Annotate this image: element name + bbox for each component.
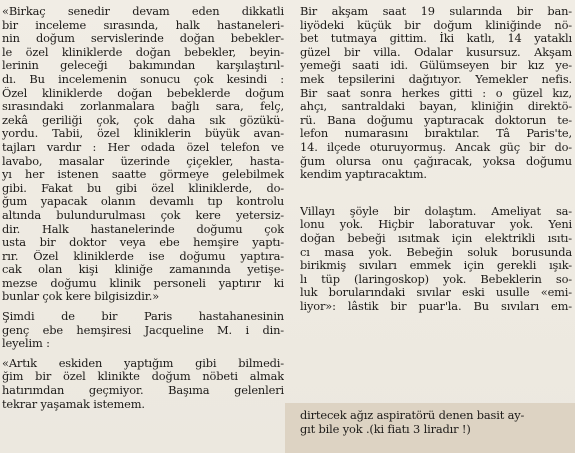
text-line: rü. Bana doğumu yaptıracak doktorun te-: [300, 113, 572, 127]
text-line: leyelim :: [2, 337, 50, 351]
text-line: luk borularındaki sıvılar eski usulle «emi-: [300, 286, 572, 300]
right-block-villa-tour: [300, 182, 572, 314]
text-line: lonu yok. Hiçbir laboratuvar yok. Yeni: [300, 218, 572, 232]
text-line: le özel kliniklerde doğan bebekler, beyin-: [2, 45, 284, 59]
text-line: yemeği saati idi. Gülümseyen bir kız ye-: [300, 59, 572, 73]
text-line: dirtecek ağız aspiratörü denen basit ay-: [300, 409, 525, 422]
text-line: genç ebe hemşiresi Jacqueline M. i din-: [2, 323, 284, 337]
text-line: sırasındaki zorlanmalara bağlı sara, felç,: [2, 100, 284, 114]
text-line: «Birkaç senedir devam eden dikkatli: [2, 5, 284, 18]
left-block-intro-jacqueline: [2, 304, 284, 351]
text-line: «Artık eskiden yaptığım gibi bilmedi-: [2, 356, 284, 370]
text-line: yı her istenen saatte görmeye gelebilmek: [2, 168, 284, 182]
text-line: mek tepsilerini dağıtıyor. Yemekler nefis.: [300, 72, 572, 86]
text-line: ğum yapacak olanın devamlı tıp kontrolu: [2, 195, 284, 209]
text-line: cak olan kişi kliniğe zamanında yetişe-: [2, 263, 284, 277]
text-line: Bir saat sonra herkes gitti : o güzel kız,: [300, 86, 572, 100]
left-column: [2, 0, 284, 411]
text-line: gıt bile yok .(ki fiatı 3 liradır !): [300, 422, 471, 436]
text-line: hatırımdan geçmiyor. Başıma gelenleri: [2, 384, 284, 398]
text-line: lerinin geleceği bakımından karşılaştırıl-: [2, 59, 284, 73]
text-line: zekâ geriliği çok, çok daha sık gözükü-: [2, 113, 284, 127]
text-line: doğan bebeği ısıtmak için elektrikli ısıtı-: [300, 231, 572, 245]
text-line: rır. Özel kliniklerde ise doğumu yaptıra-: [2, 249, 284, 263]
text-line: birikmiş sıvıları emmek için gerekli ışık-: [300, 259, 572, 273]
text-line: tekrar yaşamak istemem.: [2, 397, 145, 411]
text-line: Villayı şöyle bir dolaştım. Ameliyat sa-: [300, 204, 572, 218]
text-line: yordu. Tabii, özel kliniklerin büyük avan-: [2, 127, 284, 141]
text-line: bet tutmaya gittim. İki katlı, 14 yataklı: [300, 32, 572, 46]
text-line: lavabo, masalar üzerinde çiçekler, hasta-: [2, 154, 284, 168]
left-block-jacqueline-quote: [2, 351, 284, 411]
text-line: liyödeki küçük bir doğum kliniğinde nö-: [300, 18, 572, 32]
text-line: güzel bir villa. Odalar kusursuz. Akşam: [300, 45, 572, 59]
right-column: [300, 0, 572, 313]
text-line: lı tüp (laringoskop) yok. Bebeklerin so-: [300, 272, 572, 286]
text-line: lefon numarasını bıraktılar. Tâ Paris'te,: [300, 127, 572, 141]
text-line: ahçı, santraldaki bayan, kliniğin direktö-: [300, 100, 572, 114]
text-line: liyor»: lâstik bir puar'la. Bu sıvıları em-: [300, 299, 572, 313]
highlighted-excerpt: [285, 403, 575, 453]
text-line: mezse doğumu klinik personeli yaptırır ki: [2, 276, 284, 290]
text-line: bunlar çok kere bilgisizdir.»: [2, 290, 160, 304]
text-line: gibi. Fakat bu gibi özel kliniklerde, do-: [2, 181, 284, 195]
text-line: usta bir doktor veya ebe hemşire yaptı-: [2, 236, 284, 250]
text-line: ğim bir özel klinikte doğum nöbeti almak: [2, 370, 284, 384]
text-line: cı masa yok. Bebeğin soluk borusunda: [300, 245, 572, 259]
right-block-night-shift: [300, 0, 572, 182]
text-line: bir inceleme sırasında, halk hastaneleri-: [2, 18, 284, 32]
text-line: dı. Bu incelemenin sonucu çok kesindi :: [2, 72, 284, 86]
text-line: altında bulundurulması çok kere yetersiz-: [2, 208, 284, 222]
text-line: Özel kliniklerde doğan bebeklerde doğum: [2, 86, 284, 100]
text-line: Şimdi de bir Paris hastahanesinin: [2, 310, 284, 324]
text-line: ğum olursa onu çağıracak, yoksa doğumu: [300, 154, 572, 168]
text-line: kendim yaptıracaktım.: [300, 168, 427, 182]
text-line: dir. Halk hastanelerinde doğumu çok: [2, 222, 284, 236]
text-line: Bir akşam saat 19 sularında bir ban-: [300, 5, 572, 18]
text-line: 14. ilçede oturuyormuş. Ancak güç bir do-: [300, 140, 572, 154]
text-line: tajları vardır : Her odada özel telefon ve: [2, 140, 284, 154]
left-block-report-quote: [2, 0, 284, 304]
text-line: nin doğum servislerinde doğan bebekler-: [2, 32, 284, 46]
